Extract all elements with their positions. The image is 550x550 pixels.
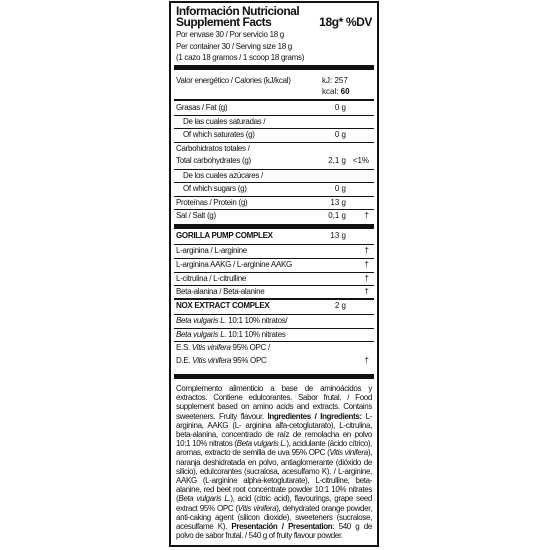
sugars-label-en: Of which sugars (g): [183, 184, 247, 193]
nox-vitis-es-prefix: E.S.: [176, 343, 192, 352]
title-spanish: Información Nutricional: [176, 4, 300, 18]
species-name: Beta vulgaris L.: [178, 494, 231, 504]
gorilla-item-label: Beta-alanina / Beta-alanine: [176, 287, 265, 296]
nox-vitis-dv: †: [364, 356, 369, 365]
protein-value: 13 g: [330, 198, 346, 207]
thick-divider: [174, 374, 374, 379]
nox-heading-row: [174, 300, 374, 314]
nox-beta-es-text: 10:1 10% nitratos/: [226, 316, 288, 325]
species-name: Vitis vinifera: [237, 503, 277, 513]
salt-value: 0,1 g: [328, 211, 346, 220]
nutrient-row-fat: [174, 102, 374, 115]
ingredients-heading: Ingredientes / Ingredients:: [267, 411, 362, 421]
footer-text: ), naranja deshidratada en polvo, antiaglomerante (dióxido de silicio), edulcorantes (sucralosa, acesulfamo K). / L-arginine, AAKG (L-arginine alpha-ketoglutarate), L-citrulline, beta-alanine, red beet root concentrate powder 10:1 10% nitrates (: [176, 448, 372, 504]
species-name: Beta vulgaris L.: [176, 316, 227, 325]
gorilla-item-label: L-arginina AAKG / L-arginine AAKG: [176, 260, 292, 269]
nox-beta-es: [176, 316, 287, 326]
nutrient-row-sat-en: [174, 128, 374, 142]
saturates-value: 0 g: [334, 130, 346, 139]
nutrient-row-sat-es: [174, 115, 374, 128]
species-name: Vitis vinifera: [191, 343, 231, 352]
label-header: [174, 5, 374, 69]
nox-row-beta-es: [174, 314, 374, 328]
amount-dv-heading: [319, 16, 372, 28]
energy-kj: kJ: 257: [322, 76, 348, 85]
gorilla-item-dv: †: [364, 246, 369, 255]
energy-kcal-value: 60: [340, 87, 350, 96]
carbohydrates-dv: <1%: [352, 156, 369, 165]
footer-text: ), dehydrated orange powder, anti-caking agent (silicon dioxide), sweeteners (sucralose, acesulfame K).: [176, 503, 372, 532]
carbohydrates-value: 2,1 g: [328, 156, 346, 165]
species-name: Vitis vinifera: [329, 448, 368, 458]
gorilla-item-dv: †: [364, 274, 369, 283]
energy-kcal: [322, 87, 350, 97]
fat-label: Grasas / Fat (g): [176, 103, 228, 112]
gorilla-item-row: [174, 258, 374, 272]
footer-text: ), acidulante (ácido cítrico), aromas, extracto de semilla de uva 95% OPC (: [176, 439, 373, 458]
footer-text: L-arginina, AAKG (L- arginina alfa-cetoglutarato), L-citrulina, beta-alanina, concentrado de raíz de remolacha en polvo 10:1 10% nitratos (: [176, 411, 372, 449]
serving-line-3: (1 cazo 18 gramos / 1 scoop 18 grams): [176, 53, 305, 62]
nutrient-row-sugars-en: [174, 182, 374, 196]
gorilla-item-row: [174, 244, 374, 258]
nox-beta-en: [176, 330, 285, 340]
nox-vitis-en-prefix: D.E.: [176, 356, 193, 365]
dv-heading: %DV: [345, 15, 372, 29]
nutrient-row-protein: [174, 196, 374, 209]
sugars-label-es: De los cuales azúcares /: [183, 171, 263, 180]
gorilla-item-label: L-arginina / L-arginine: [176, 246, 247, 255]
carbohydrates-label-en: Total carbohydrates (g): [176, 156, 251, 165]
saturates-label-en: Of which saturates (g): [183, 130, 255, 139]
nutrient-row-sugars-es: [174, 169, 374, 182]
thick-divider: [174, 224, 374, 229]
species-name: Beta vulgaris L.: [236, 439, 287, 449]
serving-line-1: Por envase 30 / Por servicio 18 g: [176, 30, 284, 39]
sugars-value: 0 g: [334, 184, 346, 193]
nutrient-row-salt: [174, 209, 374, 223]
gorilla-item-row: [174, 272, 374, 285]
salt-dv: †: [364, 211, 369, 220]
gorilla-item-label: L-citrulina / L-citrulline: [176, 274, 247, 283]
gorilla-item-row: [174, 285, 374, 299]
nox-vitis-en: [176, 356, 266, 366]
energy-row: [174, 72, 374, 100]
presentation-heading: Presentación / Presentation: [231, 522, 333, 532]
protein-label: Proteínas / Protein (g): [176, 198, 248, 207]
nutrient-row-carb-en: [174, 155, 374, 169]
nox-row-vitis-en: [174, 355, 374, 369]
saturates-label-es: De las cuales saturadas /: [183, 117, 266, 126]
species-name: Vitis vinifera: [192, 356, 232, 365]
nox-vitis-en-text: 95% OPC: [231, 356, 267, 365]
footer-text: Complemento alimenticio a base de aminoácidos y extractos. Contiene edulcorantes. Sabor frutal. / Food supplement based on amino acids and extracts. Contains sweeteners. Fruity flavour.: [176, 384, 372, 421]
section-divider: [174, 99, 374, 101]
thick-divider: [174, 65, 374, 70]
amount-heading: 18g*: [319, 15, 343, 29]
energy-label: Valor energético / Calories (kJ/kcal): [176, 76, 291, 85]
nox-vitis-es-text: 95% OPC /: [230, 343, 270, 352]
nox-value: 2 g: [334, 301, 346, 310]
nox-beta-en-text: 10:1 10% nitrates: [226, 330, 286, 339]
nutrient-row-carb-es: [174, 142, 374, 155]
gorilla-title: GORILLA PUMP COMPLEX: [176, 231, 273, 240]
gorilla-item-dv: †: [364, 260, 369, 269]
nox-title: NOX EXTRACT COMPLEX: [176, 301, 270, 310]
energy-kcal-prefix: kcal:: [322, 87, 341, 96]
gorilla-value: 13 g: [330, 231, 346, 240]
species-name: Beta vulgaris L.: [176, 330, 227, 339]
gorilla-heading-row: [174, 230, 374, 244]
nox-row-beta-en: [174, 328, 374, 341]
gorilla-item-dv: †: [364, 287, 369, 296]
salt-label: Sal / Salt (g): [176, 211, 216, 220]
title-english: Supplement Facts: [176, 15, 272, 29]
nox-vitis-es: [176, 343, 270, 353]
nox-row-vitis-es: [174, 341, 374, 355]
fat-value: 0 g: [334, 103, 346, 112]
carbohydrates-label-es: Carbohidratos totales /: [176, 144, 250, 153]
footer-text: : 540 g de polvo de sabor frutal. / 540 g of fruity flavour powder.: [176, 522, 372, 541]
supplement-facts-label: [169, 1, 379, 547]
footer-text: ), acid (citric acid), flavourings, grape seed extract 95% OPC (: [176, 494, 372, 513]
ingredients-text: [176, 384, 372, 540]
serving-line-2: Per container 30 / Serving size 18 g: [176, 42, 292, 51]
